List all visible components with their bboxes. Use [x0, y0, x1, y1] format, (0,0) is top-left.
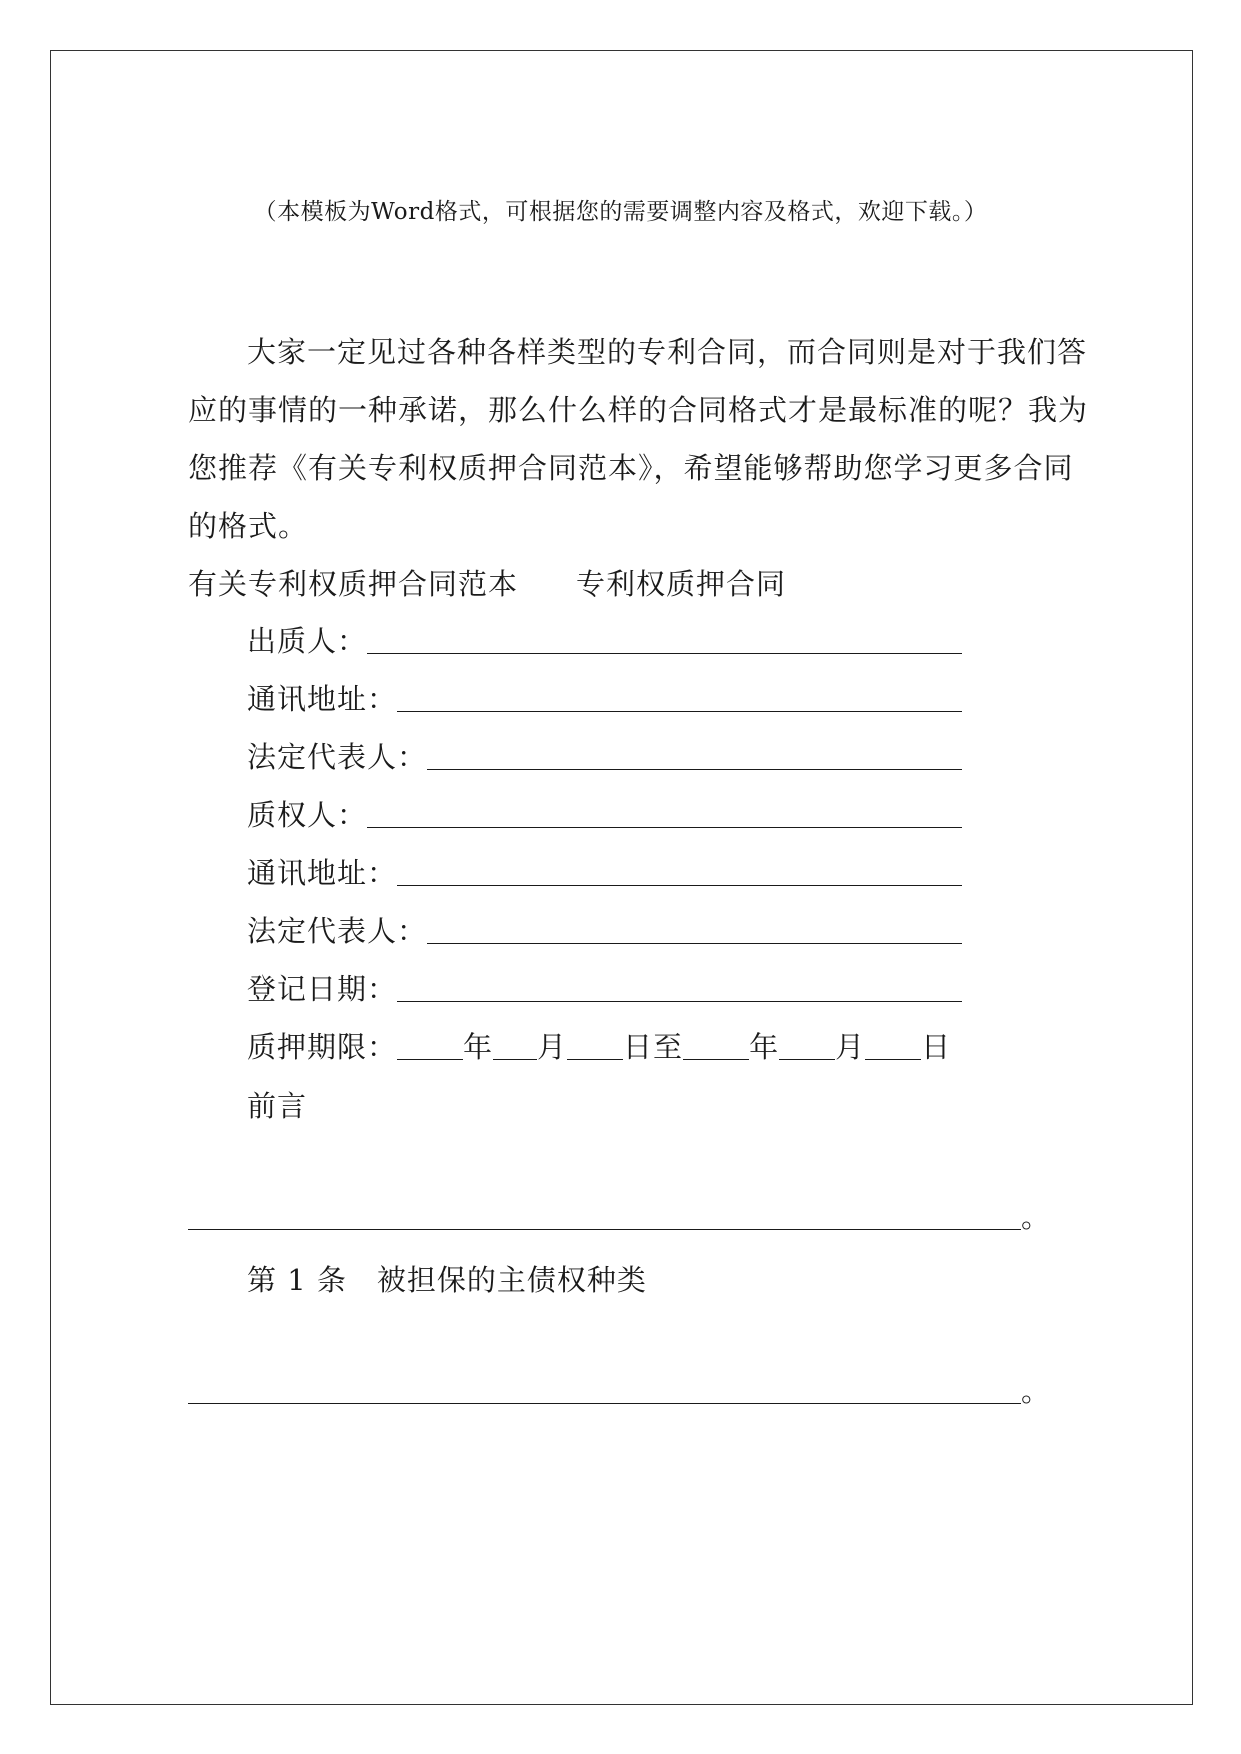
heading-right: 专利权质押合同: [576, 567, 787, 601]
pledgee-input-line[interactable]: [367, 826, 962, 828]
field-pledge-period: [247, 1026, 951, 1066]
end-day-blank[interactable]: [865, 1058, 921, 1060]
article-1-input-line[interactable]: [188, 1402, 1021, 1404]
field-label: 登记日期：: [247, 972, 398, 1006]
start-year-blank[interactable]: [397, 1058, 463, 1060]
field-label: 通讯地址：: [247, 856, 398, 890]
period-mark: 。: [1020, 1200, 1050, 1234]
field-label: 法定代表人：: [247, 740, 428, 774]
template-notice: （本模板为Word格式，可根据您的需要调整内容及格式，欢迎下载。）: [253, 199, 988, 225]
pledge-period-label: 质押期限：: [247, 1030, 398, 1064]
day-to-unit: 日至: [623, 1030, 684, 1064]
field-pledgor: [247, 620, 962, 660]
pledgee-address-input-line[interactable]: [397, 884, 962, 886]
pledgor-representative-input-line[interactable]: [427, 768, 962, 770]
start-month-blank[interactable]: [493, 1058, 537, 1060]
intro-line-1: 大家一定见过各种各样类型的专利合同，而合同则是对于我们答: [247, 335, 1088, 369]
pledgor-input-line[interactable]: [367, 652, 962, 654]
intro-line-3: 您推荐《有关专利权质押合同范本》，希望能够帮助您学习更多合同: [188, 451, 1074, 485]
field-label: 通讯地址：: [247, 682, 398, 716]
preface-input-line[interactable]: [188, 1228, 1021, 1230]
pledgor-address-input-line[interactable]: [397, 710, 962, 712]
start-day-blank[interactable]: [567, 1058, 623, 1060]
field-pledgee: [247, 794, 962, 834]
field-pledgor-representative: [247, 736, 962, 776]
month-unit: 月: [537, 1030, 568, 1064]
end-month-blank[interactable]: [779, 1058, 835, 1060]
intro-line-4: 的格式。: [188, 509, 309, 543]
heading-left: 有关专利权质押合同范本: [188, 567, 519, 601]
year-unit: 年: [463, 1030, 494, 1064]
field-pledgee-representative: [247, 910, 962, 950]
year-unit: 年: [749, 1030, 780, 1064]
field-label: 法定代表人：: [247, 914, 428, 948]
pledgee-representative-input-line[interactable]: [427, 942, 962, 944]
document-heading: [188, 562, 786, 603]
registration-date-input-line[interactable]: [397, 1000, 962, 1002]
field-label: 质权人：: [247, 798, 368, 832]
period-mark: 。: [1020, 1374, 1050, 1408]
intro-line-2: 应的事情的一种承诺，那么什么样的合同格式才是最标准的呢？我为: [188, 393, 1089, 427]
preface-title: 前言: [247, 1089, 308, 1123]
preface-content-line: [188, 1196, 1050, 1236]
field-pledgor-address: [247, 678, 962, 718]
field-registration-date: [247, 968, 962, 1008]
field-pledgee-address: [247, 852, 962, 892]
article-1-content-line: [188, 1370, 1050, 1410]
day-unit: 日: [921, 1030, 952, 1064]
article-1-title: 第 1 条 被担保的主债权种类: [247, 1263, 647, 1297]
month-unit: 月: [835, 1030, 866, 1064]
field-label: 出质人：: [247, 624, 368, 658]
end-year-blank[interactable]: [683, 1058, 749, 1060]
